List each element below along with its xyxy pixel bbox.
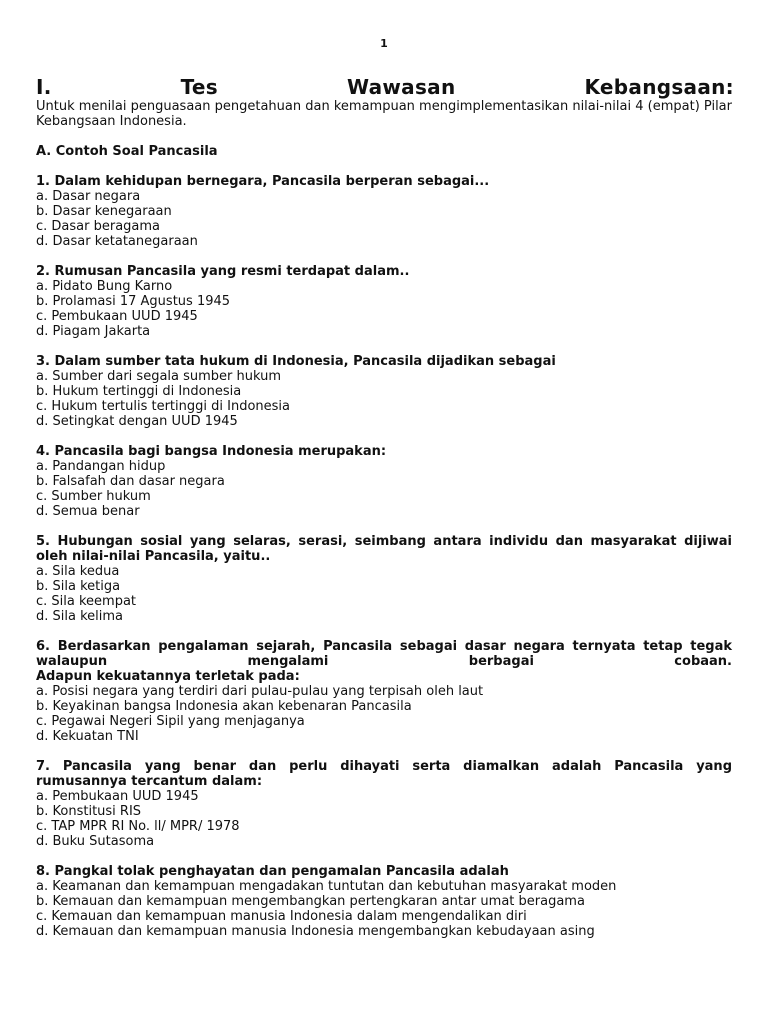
- answer-option: b. Sila ketiga: [36, 579, 121, 594]
- answer-option: c. Dasar beragama: [36, 219, 161, 234]
- answer-option: d. Buku Sutasoma: [36, 834, 155, 849]
- answer-option: a. Keamanan dan kemampuan mengadakan tuntutan dan kebutuhan masyarakat moden: [36, 879, 617, 894]
- question-4: [36, 444, 732, 519]
- page-heading: [36, 75, 734, 99]
- answer-option: a. Pembukaan UUD 1945: [36, 789, 199, 804]
- answer-option: c. TAP MPR RI No. ll/ MPR/ 1978: [36, 819, 240, 834]
- answer-option: b. Keyakinan bangsa Indonesia akan kebenaran Pancasila: [36, 699, 412, 714]
- question-text: 5. Hubungan sosial yang selaras, serasi, seimbang antara individu dan masyarakat dijiwai oleh nilai-nilai Pancasila, yaitu..: [36, 534, 732, 564]
- heading-word: Kebangsaan:: [584, 75, 734, 99]
- question-text: Adapun kekuatannya terletak pada:: [36, 669, 300, 684]
- answer-option: d. Piagam Jakarta: [36, 324, 151, 339]
- question-2: [36, 264, 732, 339]
- answer-option: a. Pidato Bung Karno: [36, 279, 173, 294]
- answer-option: a. Posisi negara yang terdiri dari pulau-pulau yang terpisah oleh laut: [36, 684, 484, 699]
- answer-option: d. Kekuatan TNI: [36, 729, 139, 744]
- heading-word: Wawasan: [346, 75, 456, 99]
- question-6: [36, 639, 732, 744]
- question-list: [36, 174, 732, 939]
- question-7: [36, 759, 732, 849]
- answer-option: c. Pegawai Negeri Sipil yang menjaganya: [36, 714, 305, 729]
- page-number: 1: [380, 37, 388, 50]
- question-1: [36, 174, 732, 249]
- answer-option: a. Sumber dari segala sumber hukum: [36, 369, 282, 384]
- document-body: [36, 99, 732, 939]
- answer-option: d. Setingkat dengan UUD 1945: [36, 414, 238, 429]
- answer-option: d. Sila kelima: [36, 609, 124, 624]
- answer-option: a. Sila kedua: [36, 564, 120, 579]
- answer-option: c. Kemauan dan kemampuan manusia Indonesia dalam mengendalikan diri: [36, 909, 527, 924]
- question-text: 8. Pangkal tolak penghayatan dan pengamalan Pancasila adalah: [36, 864, 509, 879]
- answer-option: c. Pembukaan UUD 1945: [36, 309, 198, 324]
- section-title: A. Contoh Soal Pancasila: [36, 144, 218, 159]
- heading-number: I.: [36, 75, 52, 99]
- answer-option: b. Konstitusi RIS: [36, 804, 142, 819]
- answer-option: b. Prolamasi 17 Agustus 1945: [36, 294, 231, 309]
- answer-option: d. Dasar ketatanegaraan: [36, 234, 198, 249]
- answer-option: d. Semua benar: [36, 504, 140, 519]
- answer-option: b. Falsafah dan dasar negara: [36, 474, 225, 489]
- answer-option: b. Kemauan dan kemampuan mengembangkan pertengkaran antar umat beragama: [36, 894, 585, 909]
- answer-option: c. Hukum tertulis tertinggi di Indonesia: [36, 399, 290, 414]
- question-text: 4. Pancasila bagi bangsa Indonesia merupakan:: [36, 444, 387, 459]
- answer-option: b. Hukum tertinggi di Indonesia: [36, 384, 242, 399]
- answer-option: c. Sumber hukum: [36, 489, 151, 504]
- question-text: 1. Dalam kehidupan bernegara, Pancasila berperan sebagai...: [36, 174, 490, 189]
- question-3: [36, 354, 732, 429]
- answer-option: a. Dasar negara: [36, 189, 141, 204]
- answer-option: a. Pandangan hidup: [36, 459, 166, 474]
- question-text: 6. Berdasarkan pengalaman sejarah, Pancasila sebagai dasar negara ternyata tetap tegak walaupun mengalami berbagai cobaan.: [36, 639, 732, 669]
- answer-option: b. Dasar kenegaraan: [36, 204, 172, 219]
- question-text: 3. Dalam sumber tata hukum di Indonesia, Pancasila dijadikan sebagai: [36, 354, 556, 369]
- question-text: 2. Rumusan Pancasila yang resmi terdapat dalam..: [36, 264, 410, 279]
- intro-paragraph: Untuk menilai penguasaan pengetahuan dan kemampuan mengimplementasikan nilai-nilai 4 (empat) Pilar Kebangsaan Indonesia.: [36, 99, 732, 129]
- question-8: [36, 864, 732, 939]
- heading-word: Tes: [180, 75, 218, 99]
- answer-option: d. Kemauan dan kemampuan manusia Indonesia mengembangkan kebudayaan asing: [36, 924, 595, 939]
- answer-option: c. Sila keempat: [36, 594, 137, 609]
- question-5: [36, 534, 732, 624]
- question-text: 7. Pancasila yang benar dan perlu dihayati serta diamalkan adalah Pancasila yang rumusannya tercantum dalam:: [36, 759, 732, 789]
